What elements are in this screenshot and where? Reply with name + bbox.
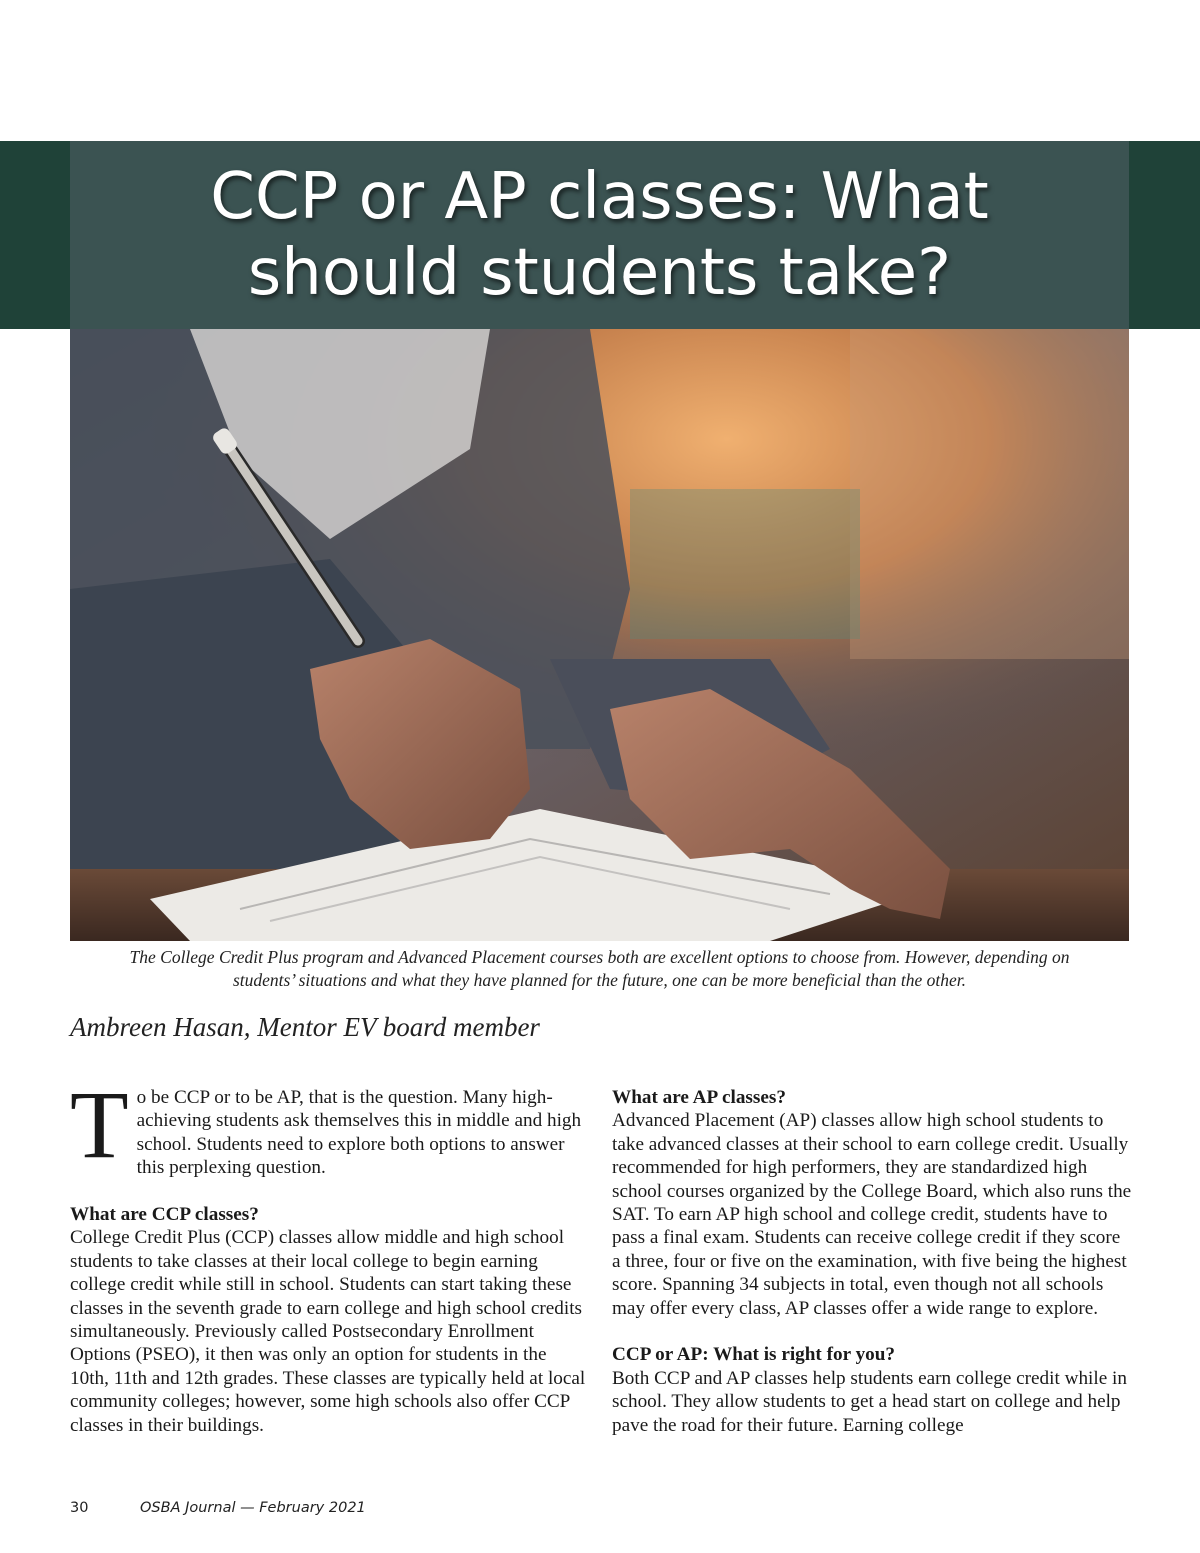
publication-name: OSBA Journal — February 2021 — [140, 1500, 366, 1516]
byline: Ambreen Hasan, Mentor EV board member — [70, 1012, 540, 1042]
article-photo — [70, 329, 1129, 941]
intro-paragraph — [70, 1071, 590, 1180]
ap-paragraph: Advanced Placement (AP) classes allow high school students to take advanced classes at their school to earn college credit. Usually recommended for high performers, they are standardized high school courses organized by the College Board, which also runs the SAT. To earn AP high school and college credit, students have to pass a final exam. Students can receive college credit if they score a three, four or five on the examination, with five being the highest score. Spanning 34 subjects in total, even though not all schools may offer every class, AP classes offer a wide range to explore. — [612, 1110, 1132, 1319]
article-title-line-2: should students take? — [247, 236, 952, 310]
article-title — [210, 159, 989, 311]
intro-text: o be CCP or to be AP, that is the question. Many high-achieving students ask themselves this in middle and high school. Students need to explore both options to answer this perplexing question. — [136, 1087, 582, 1179]
page-number: 30 — [70, 1500, 89, 1516]
article-column-left — [70, 1071, 590, 1437]
choice-paragraph: Both CCP and AP classes help students earn college credit while in school. They allow students to get a head start on college and help pave the road for their future. Earning college — [612, 1367, 1127, 1436]
page-footer — [70, 1500, 366, 1516]
caption-line-2: students’ situations and what they have planned for the future, one can be more beneficial than the other. — [232, 970, 967, 990]
ccp-heading: What are CCP classes? — [70, 1204, 259, 1226]
photo-caption — [70, 946, 1129, 992]
caption-line-1: The College Credit Plus program and Advanced Placement courses both are excellent options to choose from. However, depending on — [129, 947, 1070, 967]
ccp-paragraph: College Credit Plus (CCP) classes allow middle and high school students to take classes at their local college to begin earning college credit while still in school. Students can start taking these classes in the seventh grade to earn college and high school credits simultaneously. Previously called Postsecondary Enrollment Options (PSEO), it then was only an option for students in the 10th, 11th and 12th grades. These classes are typically held at local community colleges; however, some high schools also offer CCP classes in their buildings. — [70, 1227, 586, 1436]
title-box — [70, 141, 1129, 329]
drop-cap: T — [70, 1071, 129, 1178]
ap-heading: What are AP classes? — [612, 1087, 786, 1108]
article-column-right — [612, 1086, 1132, 1437]
article-title-line-1: CCP or AP classes: What — [210, 160, 989, 234]
choice-heading: CCP or AP: What is right for you? — [612, 1344, 896, 1366]
